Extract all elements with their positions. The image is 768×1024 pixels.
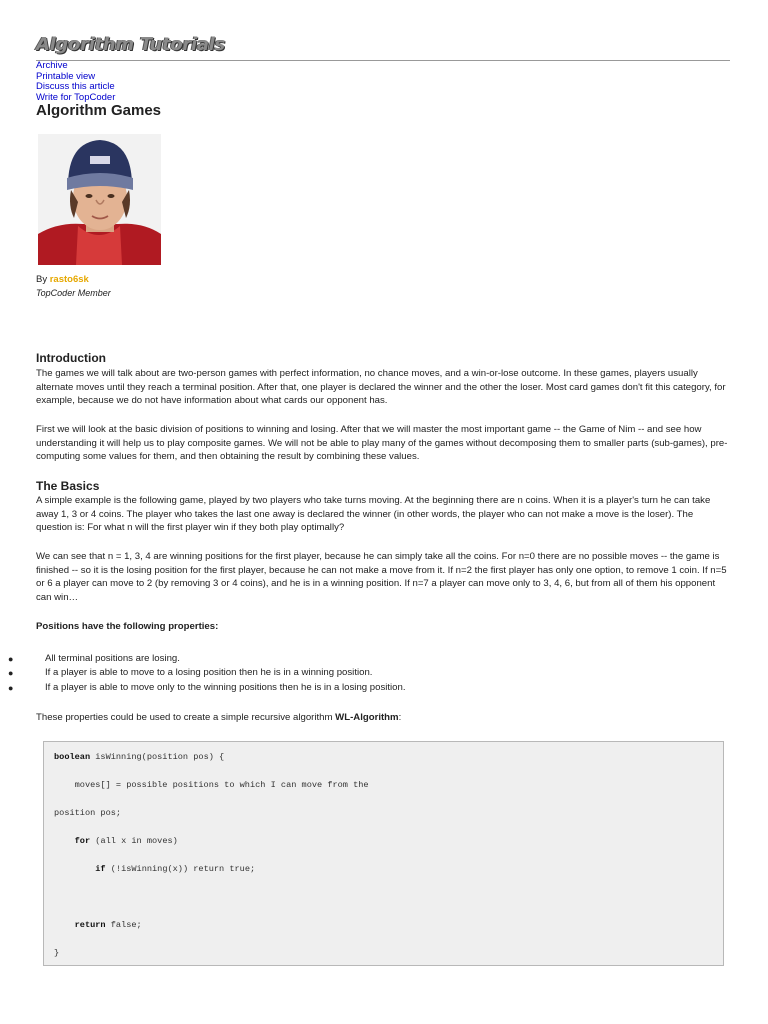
- article-nav: [36, 61, 115, 103]
- code-indent: [54, 836, 75, 846]
- algorithm-intro-text-end: :: [398, 712, 402, 723]
- bullet-icon: ●: [8, 654, 14, 664]
- bullet-icon: ●: [8, 682, 14, 693]
- byline-label: By: [36, 274, 48, 285]
- code-text: false;: [105, 920, 142, 930]
- list-item-text: All terminal positions are losing.: [45, 653, 180, 664]
- header-divider: [36, 60, 730, 61]
- list-item: [0, 666, 720, 680]
- list-item-text: If a player is able to move to a losing position then he is in a winning position.: [45, 667, 373, 679]
- code-keyword: return: [74, 920, 106, 930]
- list-item: [0, 681, 720, 695]
- section-heading-introduction: Introduction: [36, 351, 106, 365]
- nav-link-archive[interactable]: Archive: [36, 60, 68, 71]
- list-item: [0, 652, 720, 666]
- code-text: isWinning(position pos) {: [90, 752, 225, 762]
- code-keyword: boolean: [54, 752, 91, 762]
- properties-list: [0, 652, 720, 695]
- code-line-2: moves[] = possible positions to which I can move from the: [54, 780, 369, 790]
- code-line-7: }: [54, 948, 60, 958]
- author-photo: [38, 134, 161, 265]
- code-line-3: position pos;: [54, 808, 122, 818]
- site-logo[interactable]: Algorithm Tutorials: [36, 34, 225, 55]
- code-line-5: [54, 864, 255, 874]
- section-heading-basics: The Basics: [36, 479, 100, 493]
- algorithm-intro-text: [36, 711, 730, 725]
- code-indent: [54, 864, 95, 874]
- list-item-text: If a player is able to move only to the winning positions then he is in a losing position.: [45, 681, 406, 693]
- byline: [36, 274, 89, 285]
- code-line-1: [54, 752, 224, 762]
- properties-heading: Positions have the following properties:: [36, 621, 219, 632]
- algorithm-intro-text-start: These properties could be used to create a simple recursive algorithm: [36, 712, 336, 723]
- code-line-4: [54, 836, 178, 846]
- intro-paragraph-2: First we will look at the basic division of positions to winning and losing. After that we will master the most important game -- the Game of Nim -- and see how understanding it will help us to play composite games. We will not be able to play many of the games without decomposing them to smaller parts (sub-games), pre-computing some values for them, and then obtaining the result by combining these values.: [36, 424, 728, 463]
- author-link[interactable]: rasto6sk: [49, 274, 89, 285]
- code-keyword: if: [95, 864, 106, 874]
- algorithm-name: WL-Algorithm: [335, 712, 399, 723]
- bullet-icon: ●: [8, 668, 14, 679]
- code-text: (all x in moves): [90, 836, 178, 846]
- nav-link-printable-view[interactable]: Printable view: [36, 70, 96, 82]
- intro-paragraph-1: The games we will talk about are two-person games with perfect information, no chance moves, and a win-or-lose outcome. In these games, players usually alternate moves until they reach a terminal position. After that, one player is declared the winner and the other the loser. Most card games don't fit this category, for example, because we do not have information about what cards our opponent has.: [36, 368, 726, 407]
- nav-link-discuss[interactable]: Discuss this article: [36, 81, 115, 92]
- code-line-6: [54, 920, 142, 930]
- article-title: Algorithm Games: [36, 102, 162, 119]
- code-keyword: for: [74, 836, 91, 846]
- nav-link-write[interactable]: Write for TopCoder: [36, 91, 116, 103]
- code-indent: [54, 920, 75, 930]
- code-block: [43, 741, 724, 966]
- basics-paragraph-2: We can see that n = 1, 3, 4 are winning positions for the first player, because he can simply take all the coins. For n=0 there are no possible moves -- the game is finished -- so it is the losing position for the first player, because he can not make a move from it. If n=2 the first player has only one option, to remove 1 coin. If n=5 or 6 a player can move to 2 (by removing 3 or 4 coins), and he is in a winning position. If n=7 a player can move only to 3, 4, 6, but from all of them his opponent can win…: [36, 551, 727, 603]
- code-text: (!isWinning(x)) return true;: [105, 864, 256, 874]
- basics-paragraph-1: A simple example is the following game, played by two players who take turns moving. At the beginning there are n coins. When it is a player's turn he can take away 1, 3 or 4 coins. The player who takes the last one away is declared the winner (in other words, the player who can not make a move is the loser). The question is: For what n will the first player win if they both play optimally?: [36, 495, 711, 534]
- author-role: TopCoder Member: [36, 288, 111, 298]
